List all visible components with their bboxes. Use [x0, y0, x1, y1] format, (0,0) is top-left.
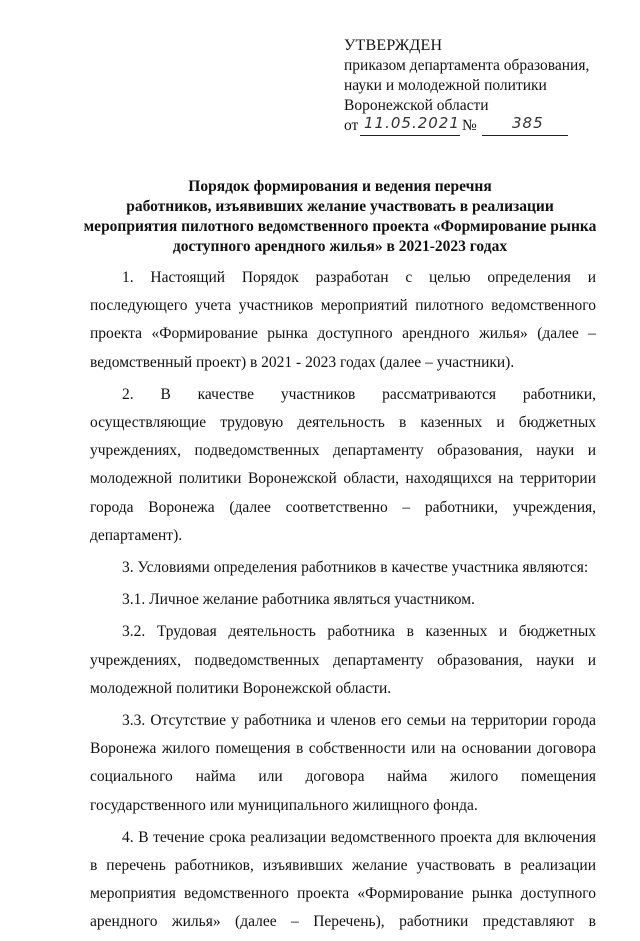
paragraph-4: 4. В течение срока реализации ведомственного проекта для включения в перечень работников, изъявивших желание участвовать в реализации мероприятия ведомственного проекта «Формирование рынка доступного арендного жилья» (далее – Перечень), работники представляют в	[90, 828, 596, 931]
approval-title: УТВЕРЖДЕН	[344, 37, 443, 54]
paragraph-3-3: 3.3. Отсутствие у работника и членов его семьи на территории города Воронежа жилого помещения в собственности или на основании договора социального найма или договора найма жилого помещения государственного или муниципального жилищного фонда.	[90, 712, 596, 814]
approval-line-1: приказом департамента образования,	[344, 57, 590, 74]
heading-line-3: мероприятия пилотного ведомственного проекта «Формирование рынка	[83, 218, 597, 235]
approval-stamp-block	[344, 36, 614, 138]
number-underline	[482, 135, 568, 136]
paragraph-2: 2. В качестве участников рассматриваются работники, осуществляющие трудовую деятельность в казенных и бюджетных учреждениях, подведомственных департаменту образования, науки и молодежной политики Воронежской области, находящихся на территории города Воронежа (далее соответственно – работники, учреждения, департамент).	[90, 385, 596, 544]
paragraph-3-2: 3.2. Трудовая деятельность работника в казенных и бюджетных учреждениях, подведомственных департаменту образования, науки и молодежной политики Воронежской области.	[90, 623, 596, 697]
handwritten-date: 11.05.2021	[364, 114, 460, 132]
approval-line-2: науки и молодежной политики	[344, 77, 547, 94]
date-underline	[360, 135, 460, 136]
heading-line-2: работников, изъявивших желание участвовать в реализации	[126, 198, 554, 215]
approval-date-number-line	[344, 116, 614, 138]
date-prefix: от	[344, 117, 359, 134]
heading-line-1: Порядок формирования и ведения перечня	[188, 178, 492, 195]
handwritten-number: 385	[512, 114, 544, 132]
heading-line-4: доступного арендного жилья» в 2021-2023 годах	[172, 238, 508, 255]
paragraph-3: 3. Условиями определения работников в качестве участника являются:	[122, 559, 589, 577]
approval-line-3: Воронежской области	[344, 97, 489, 114]
number-prefix: №	[462, 117, 477, 134]
document-heading	[60, 177, 620, 257]
paragraph-3-1: 3.1. Личное желание работника являться участником.	[122, 591, 475, 609]
document-body	[90, 264, 596, 941]
paragraph-1: 1. Настоящий Порядок разработан с целью определения и последующего учета участников мероприятий пилотного ведомственного проекта «Формирование рынка доступного арендного жилья» (далее – ведомственный проект) в 2021 - 2023 годах (далее – участники).	[90, 269, 596, 371]
